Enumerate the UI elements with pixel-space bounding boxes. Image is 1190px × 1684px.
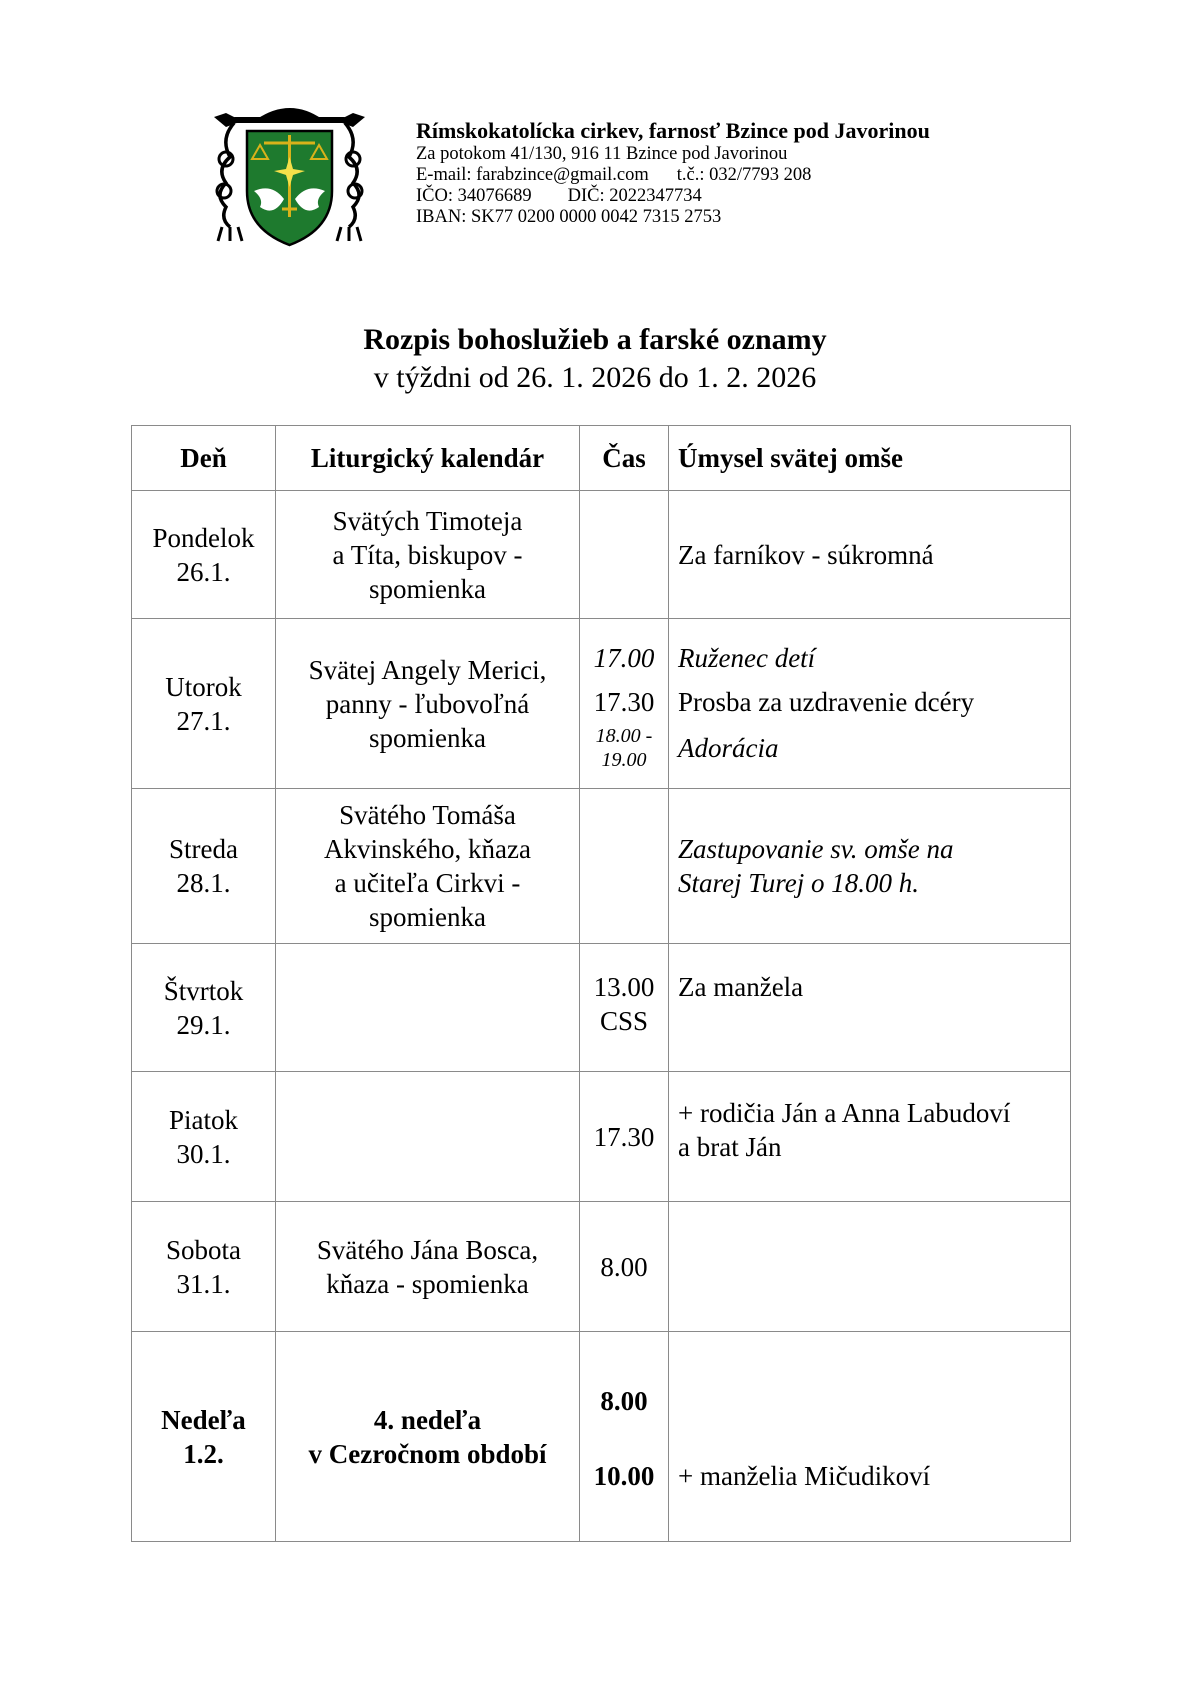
day-date: 29.1. bbox=[176, 1009, 231, 1040]
time-cell bbox=[580, 944, 669, 1072]
table-row bbox=[132, 491, 1071, 619]
schedule-table bbox=[131, 425, 1071, 1542]
intention-line: + rodičia Ján a Anna Labudoví bbox=[678, 1098, 1011, 1128]
day-name: Pondelok bbox=[152, 522, 255, 553]
intention-cell bbox=[669, 491, 1071, 619]
intention-line: + manželia Mičudikoví bbox=[678, 1460, 931, 1491]
time-value: 13.00 bbox=[593, 972, 655, 1002]
day-date: 28.1. bbox=[176, 868, 231, 898]
liturgy-cell bbox=[276, 789, 580, 944]
day-date: 27.1. bbox=[176, 705, 231, 736]
liturgy-cell bbox=[276, 944, 580, 1072]
day-date: 26.1. bbox=[176, 556, 231, 587]
table-row bbox=[132, 1332, 1071, 1542]
time-cell bbox=[580, 1202, 669, 1332]
intention-cell bbox=[669, 619, 1071, 789]
day-cell bbox=[132, 491, 276, 619]
liturgy-line: Svätých Timoteja bbox=[332, 505, 523, 536]
time-value: 8.00 bbox=[600, 1251, 648, 1282]
day-name: Sobota bbox=[165, 1234, 241, 1265]
intention-line: Prosba za uzdravenie dcéry bbox=[678, 686, 975, 717]
intention-line: Zastupovanie sv. omše na bbox=[678, 834, 954, 864]
intention-line: Za manžela bbox=[678, 972, 804, 1002]
page-title: Rozpis bohoslužieb a farské oznamy bbox=[363, 323, 827, 356]
time-value: CSS bbox=[599, 1006, 649, 1036]
time-value: 18.00 - bbox=[595, 724, 653, 747]
intention-cell bbox=[669, 789, 1071, 944]
intention-cell bbox=[669, 1332, 1071, 1542]
page-subtitle: v týždni od 26. 1. 2026 do 1. 2. 2026 bbox=[373, 361, 817, 394]
liturgy-cell bbox=[276, 1072, 580, 1202]
time-value: 10.00 bbox=[593, 1460, 655, 1491]
intention-cell bbox=[669, 1202, 1071, 1332]
intention-cell bbox=[669, 944, 1071, 1072]
liturgy-line: Svätého Tomáša bbox=[339, 800, 516, 830]
org-contact-line bbox=[416, 165, 930, 186]
day-cell bbox=[132, 1202, 276, 1332]
time-cell bbox=[580, 789, 669, 944]
table-row bbox=[132, 944, 1071, 1072]
liturgy-line: spomienka bbox=[369, 902, 486, 932]
org-dic: DIČ: 2022347734 bbox=[567, 186, 702, 206]
liturgy-line: Svätého Jána Bosca, bbox=[316, 1234, 539, 1265]
time-value: 8.00 bbox=[600, 1385, 648, 1416]
day-name: Piatok bbox=[168, 1104, 238, 1135]
liturgy-line: spomienka bbox=[369, 722, 486, 753]
org-phone: t.č.: 032/7793 208 bbox=[676, 165, 812, 185]
intention-line: Starej Turej o 18.00 h. bbox=[678, 868, 920, 898]
intention-line: a brat Ján bbox=[678, 1132, 782, 1162]
org-ico: IČO: 34076689 bbox=[416, 186, 532, 206]
parish-crest-logo bbox=[212, 99, 367, 247]
day-cell bbox=[132, 619, 276, 789]
org-email: E-mail: farabzince@gmail.com bbox=[416, 165, 649, 185]
column-header-intention: Úmysel svätej omše bbox=[669, 426, 1071, 491]
liturgy-cell bbox=[276, 1332, 580, 1542]
liturgy-line: a Títa, biskupov - bbox=[332, 539, 523, 570]
table-header-row bbox=[132, 426, 1071, 491]
org-address: Za potokom 41/130, 916 11 Bzince pod Javorinou bbox=[416, 144, 788, 164]
liturgy-line: a učiteľa Cirkvi - bbox=[334, 868, 521, 898]
day-name: Utorok bbox=[165, 671, 242, 702]
table-row bbox=[132, 1072, 1071, 1202]
intention-line: Za farníkov - súkromná bbox=[678, 539, 934, 570]
org-iban: IBAN: SK77 0200 0000 0042 7315 2753 bbox=[416, 207, 722, 227]
column-header-liturgy: Liturgický kalendár bbox=[276, 426, 580, 491]
time-value: 19.00 bbox=[601, 748, 647, 771]
time-value: 17.00 bbox=[593, 642, 655, 673]
day-cell bbox=[132, 944, 276, 1072]
day-date: 1.2. bbox=[183, 1438, 224, 1469]
intention-line: Adorácia bbox=[678, 732, 779, 763]
intention-line: Ruženec detí bbox=[678, 642, 816, 673]
day-name: Štvrtok bbox=[163, 975, 244, 1006]
liturgy-line: Svätej Angely Merici, bbox=[308, 654, 547, 685]
liturgy-line: spomienka bbox=[369, 573, 486, 604]
day-date: 31.1. bbox=[176, 1268, 231, 1299]
day-name: Nedeľa bbox=[161, 1404, 246, 1435]
liturgy-line: v Cezročnom období bbox=[308, 1438, 547, 1469]
liturgy-cell bbox=[276, 491, 580, 619]
day-cell bbox=[132, 1072, 276, 1202]
org-ids-line bbox=[416, 186, 930, 207]
liturgy-line: panny - ľubovoľná bbox=[325, 688, 530, 719]
table-row bbox=[132, 789, 1071, 944]
day-date: 30.1. bbox=[176, 1138, 231, 1169]
column-header-time: Čas bbox=[580, 426, 669, 491]
letterhead bbox=[416, 118, 930, 228]
time-value: 17.30 bbox=[593, 1121, 655, 1152]
intention-cell bbox=[669, 1072, 1071, 1202]
intention-line bbox=[678, 1381, 1070, 1459]
liturgy-cell bbox=[276, 1202, 580, 1332]
time-cell bbox=[580, 619, 669, 789]
liturgy-cell bbox=[276, 619, 580, 789]
liturgy-line: Akvinského, kňaza bbox=[324, 834, 531, 864]
time-cell bbox=[580, 1072, 669, 1202]
day-cell bbox=[132, 789, 276, 944]
liturgy-line: 4. nedeľa bbox=[373, 1404, 482, 1435]
liturgy-line: kňaza - spomienka bbox=[326, 1268, 529, 1299]
time-cell bbox=[580, 491, 669, 619]
column-header-day: Deň bbox=[132, 426, 276, 491]
time-cell bbox=[580, 1332, 669, 1542]
day-name: Streda bbox=[169, 834, 238, 864]
time-value: 17.30 bbox=[593, 686, 655, 717]
org-name: Rímskokatolícka cirkev, farnosť Bzince pod Javorinou bbox=[416, 118, 930, 143]
table-row bbox=[132, 1202, 1071, 1332]
table-row bbox=[132, 619, 1071, 789]
day-cell bbox=[132, 1332, 276, 1542]
